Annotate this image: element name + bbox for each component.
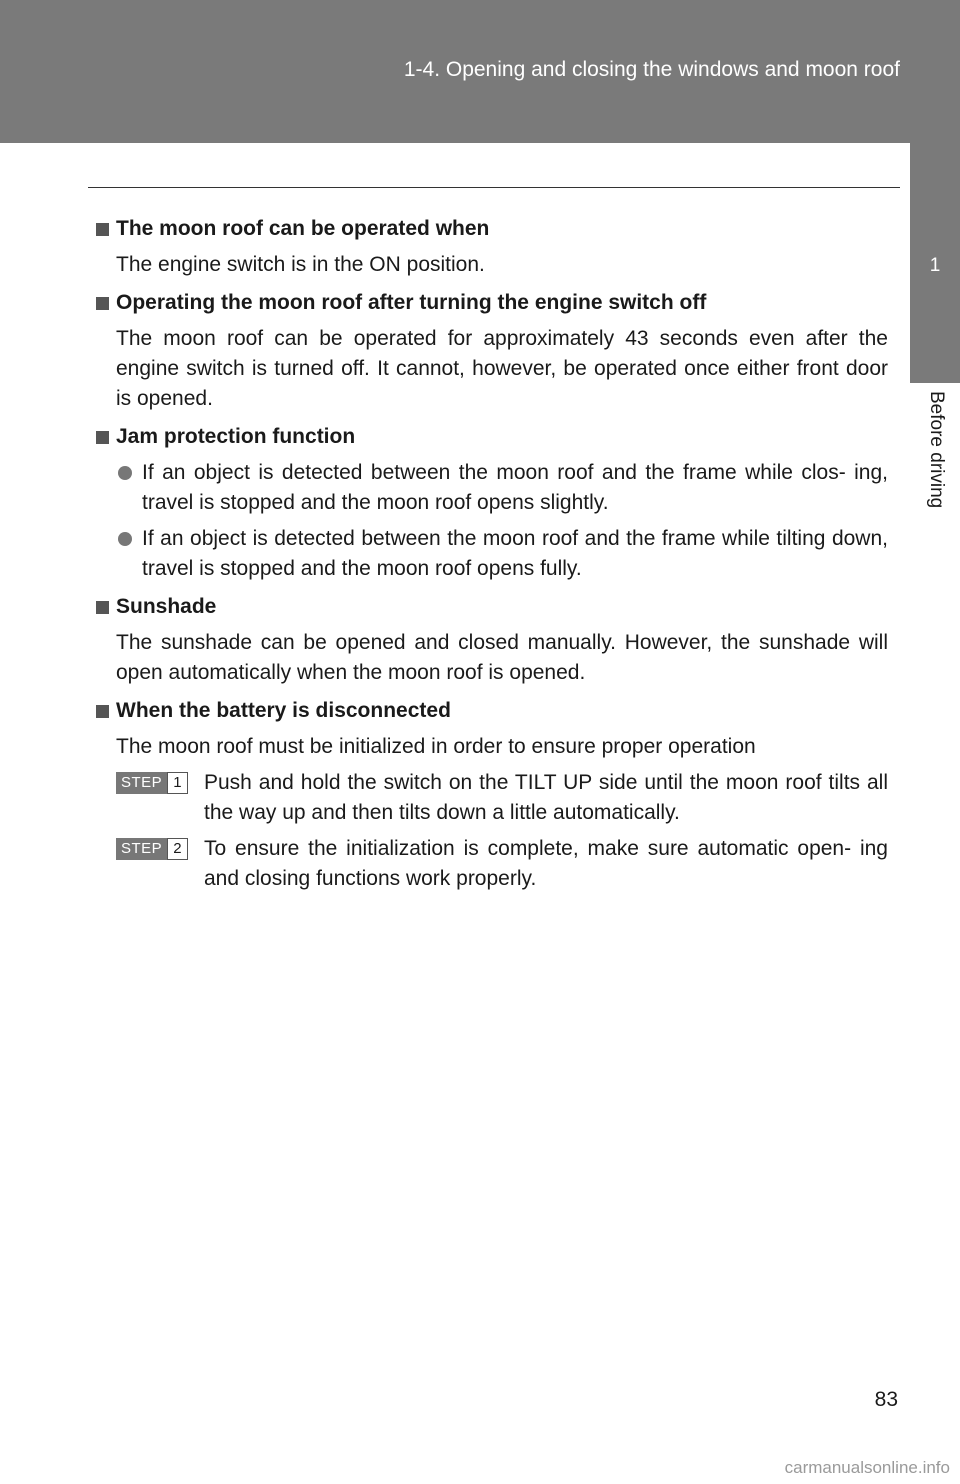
side-tab-label: Before driving: [926, 391, 947, 509]
section-battery-disconnected: [96, 696, 888, 894]
section-heading: Jam protection function: [96, 422, 888, 452]
square-bullet-icon: [96, 223, 109, 236]
round-bullet-icon: [118, 532, 132, 546]
section-body: The moon roof can be operated for approximately 43 seconds even after the engine switch is turned off. It cannot, however, be operated once either front door is opened.: [116, 327, 888, 410]
watermark: carmanualsonline.info: [784, 1458, 950, 1477]
section-jam-protection: [96, 422, 888, 584]
list-item: If an object is detected between the moon roof and the frame while tilting down, travel is stopped and the moon roof opens fully.: [116, 524, 888, 584]
step-text: Push and hold the switch on the TILT UP side until the moon roof tilts all the way up and then tilts down a little automatically.: [204, 771, 888, 824]
page-content: [96, 214, 888, 902]
step-text: To ensure the initialization is complete, make sure automatic open- ing and closing functions work properly.: [204, 837, 888, 890]
page-header: [0, 0, 960, 143]
section-heading: When the battery is disconnected: [96, 696, 888, 726]
page-number: 83: [874, 1388, 898, 1411]
step-item: [116, 768, 888, 828]
section-sunshade: [96, 592, 888, 688]
section-heading: Sunshade: [96, 592, 888, 622]
section-body: The moon roof must be initialized in order to ensure proper operation: [116, 735, 756, 758]
section-heading: The moon roof can be operated when: [96, 214, 888, 244]
section-after-engine-off: [96, 288, 888, 414]
step-item: [116, 834, 888, 894]
header-rule: [88, 187, 900, 188]
round-bullet-icon: [118, 466, 132, 480]
square-bullet-icon: [96, 705, 109, 718]
list-item: If an object is detected between the moon roof and the frame while clos- ing, travel is stopped and the moon roof opens slightly.: [116, 458, 888, 518]
section-body: The engine switch is in the ON position.: [116, 253, 485, 276]
section-body: The sunshade can be opened and closed manually. However, the sunshade will open automatically when the moon roof is opened.: [116, 631, 888, 684]
step-badge: STEP 1: [116, 772, 188, 794]
side-tab-number: 1: [929, 255, 941, 276]
step-badge: STEP 2: [116, 838, 188, 860]
header-title: 1-4. Opening and closing the windows and moon roof: [403, 58, 900, 81]
square-bullet-icon: [96, 431, 109, 444]
square-bullet-icon: [96, 297, 109, 310]
section-operating-condition: [96, 214, 888, 280]
side-tab-label-box: [910, 383, 960, 563]
section-heading: Operating the moon roof after turning the engine switch off: [96, 288, 888, 318]
square-bullet-icon: [96, 601, 109, 614]
